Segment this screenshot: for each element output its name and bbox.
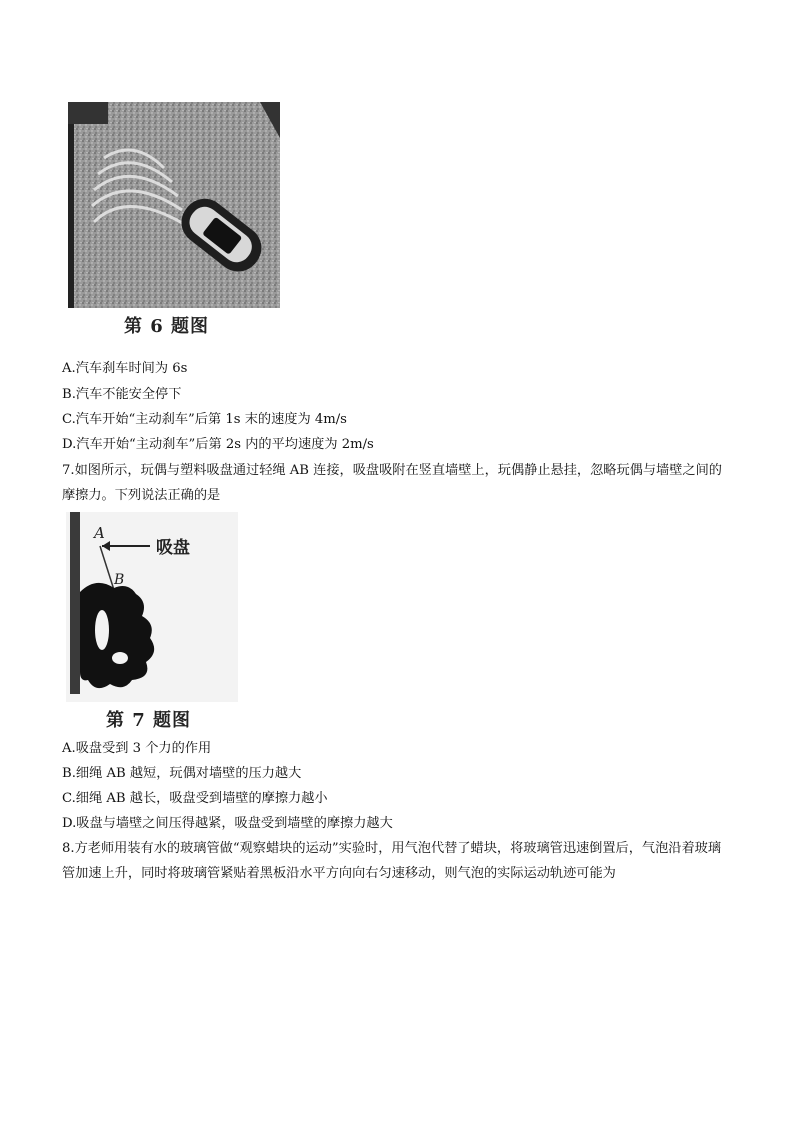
q7-option-d: D.吸盘与墙壁之间压得越紧，吸盘受到墙壁的摩擦力越大 <box>62 816 393 831</box>
doll-sucker-diagram <box>66 512 238 702</box>
q6-option-a: A.汽车刹车时间为 6s <box>62 361 188 376</box>
label-sucker: 吸盘 <box>156 538 190 558</box>
car-braking-photo <box>64 98 282 310</box>
q7-option-a: A.吸盘受到 3 个力的作用 <box>62 741 212 756</box>
wall <box>70 512 80 694</box>
q7-option-b: B.细绳 AB 越短，玩偶对墙壁的压力越大 <box>62 766 302 781</box>
label-b: B <box>114 572 125 588</box>
figure-7-caption: 第 7 题图 <box>106 710 192 731</box>
figure-6-caption: 第 6 题图 <box>124 316 210 337</box>
q7-option-c: C.细绳 AB 越长，吸盘受到墙壁的摩擦力越小 <box>62 791 328 806</box>
q8-stem: 8.方老师用装有水的玻璃管做“观察蜡块的运动”实验时，用气泡代替了蜡块，将玻璃管迅速倒置后，气泡沿着玻璃管加速上升，同时将玻璃管紧贴着黑板沿水平方向向右匀速移动，则气泡的实际运动轨迹可能为 <box>62 841 722 881</box>
q6-option-b: B.汽车不能安全停下 <box>62 387 182 402</box>
q6-option-d: D.汽车开始“主动刹车”后第 2s 内的平均速度为 2m/s <box>62 437 374 452</box>
figure-6 <box>64 98 282 344</box>
figure-7 <box>66 512 238 734</box>
label-a: A <box>94 524 105 542</box>
q6-option-c: C.汽车开始“主动刹车”后第 1s 末的速度为 4m/s <box>62 412 347 427</box>
q7-stem: 7.如图所示，玩偶与塑料吸盘通过轻绳 AB 连接，吸盘吸附在竖直墙壁上，玩偶静止悬挂，忽略玩偶与墙壁之间的摩擦力。下列说法正确的是 <box>62 463 722 503</box>
